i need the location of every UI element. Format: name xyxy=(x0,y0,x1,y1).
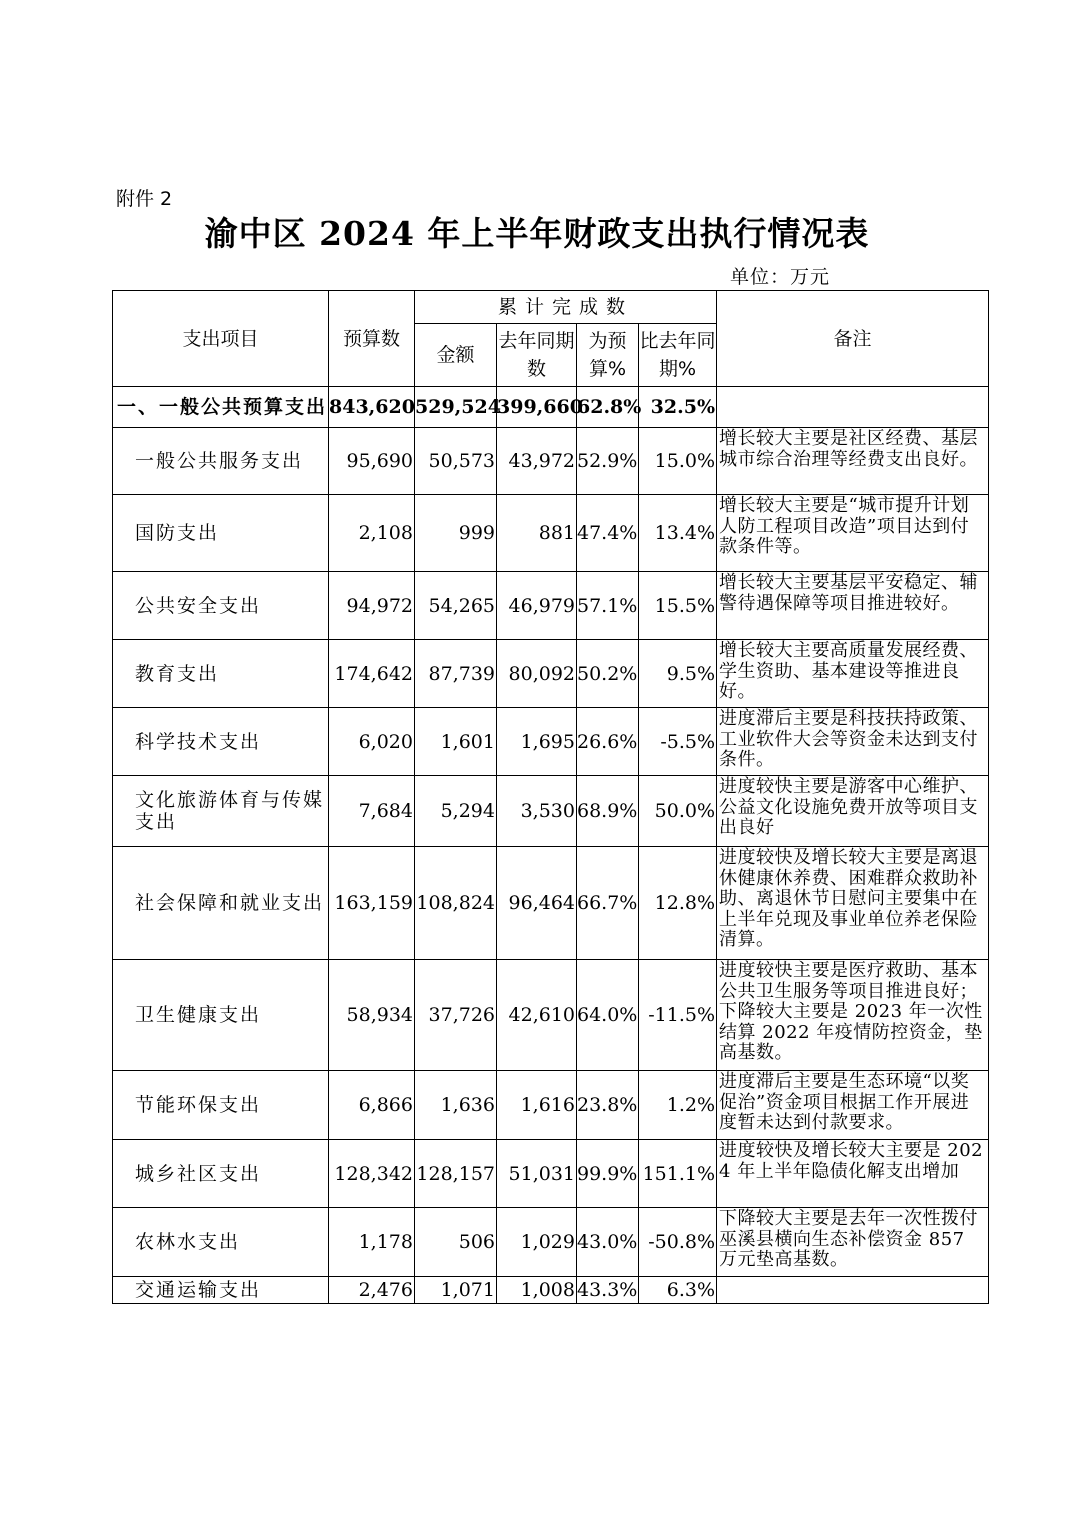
row-item-name: 城乡社区支出 xyxy=(113,1140,329,1208)
row-pct-budget: 26.6% xyxy=(577,708,639,776)
row-note: 进度滞后主要是科技扶持政策、工业软件大会等资金未达到支付条件。 xyxy=(717,708,989,776)
row-vs-last-year: 15.0% xyxy=(639,428,717,495)
row-item-name: 一般公共服务支出 xyxy=(113,428,329,495)
row-pct-budget: 50.2% xyxy=(577,640,639,708)
row-vs-last-year: 1.2% xyxy=(639,1071,717,1140)
row-pct-budget: 43.3% xyxy=(577,1277,639,1304)
row-pct-budget: 66.7% xyxy=(577,847,639,960)
header-item: 支出项目 xyxy=(113,291,329,387)
row-item-name: 节能环保支出 xyxy=(113,1071,329,1140)
row-vs-last-year: 32.5% xyxy=(639,387,717,428)
page-title: 渝中区 2024 年上半年财政支出执行情况表 xyxy=(204,214,870,253)
row-amount: 50,573 xyxy=(415,428,497,495)
header-cumulative: 累计完成数 xyxy=(415,291,717,324)
row-last-year: 881 xyxy=(497,495,577,572)
row-amount: 506 xyxy=(415,1208,497,1277)
unit-label: 单位：万元 xyxy=(730,266,831,288)
row-pct-budget: 99.9% xyxy=(577,1140,639,1208)
row-vs-last-year: 9.5% xyxy=(639,640,717,708)
row-note: 进度较快主要是医疗救助、基本公共卫生服务等项目推进良好；下降较大主要是 2023 年一次性结算 2022 年疫情防控资金，垫高基数。 xyxy=(717,960,989,1071)
row-pct-budget: 62.8% xyxy=(577,387,639,428)
row-budget: 128,342 xyxy=(329,1140,415,1208)
row-amount: 54,265 xyxy=(415,572,497,640)
row-last-year: 96,464 xyxy=(497,847,577,960)
row-vs-last-year: 15.5% xyxy=(639,572,717,640)
row-item-name: 社会保障和就业支出 xyxy=(113,847,329,960)
row-amount: 87,739 xyxy=(415,640,497,708)
row-budget: 7,684 xyxy=(329,776,415,847)
row-budget: 6,866 xyxy=(329,1071,415,1140)
header-pct-budget: 为预算% xyxy=(577,324,639,387)
row-last-year: 1,695 xyxy=(497,708,577,776)
row-note: 增长较大主要高质量发展经费、学生资助、基本建设等推进良好。 xyxy=(717,640,989,708)
table-row xyxy=(113,847,989,960)
row-last-year: 46,979 xyxy=(497,572,577,640)
table-row xyxy=(113,1277,989,1304)
row-vs-last-year: -5.5% xyxy=(639,708,717,776)
row-budget: 58,934 xyxy=(329,960,415,1071)
row-budget: 2,108 xyxy=(329,495,415,572)
row-vs-last-year: 13.4% xyxy=(639,495,717,572)
table-row xyxy=(113,428,989,495)
row-item-name: 科学技术支出 xyxy=(113,708,329,776)
row-pct-budget: 57.1% xyxy=(577,572,639,640)
row-budget: 95,690 xyxy=(329,428,415,495)
attachment-label: 附件 2 xyxy=(116,188,173,210)
row-item-name: 交通运输支出 xyxy=(113,1277,329,1304)
row-budget: 6,020 xyxy=(329,708,415,776)
table-row xyxy=(113,776,989,847)
row-vs-last-year: -11.5% xyxy=(639,960,717,1071)
row-last-year: 42,610 xyxy=(497,960,577,1071)
row-last-year: 399,660 xyxy=(497,387,577,428)
header-budget: 预算数 xyxy=(329,291,415,387)
row-note: 进度较快主要是游客中心维护、公益文化设施免费开放等项目支出良好 xyxy=(717,776,989,847)
row-pct-budget: 64.0% xyxy=(577,960,639,1071)
row-budget: 163,159 xyxy=(329,847,415,960)
row-amount: 1,071 xyxy=(415,1277,497,1304)
row-budget: 1,178 xyxy=(329,1208,415,1277)
row-last-year: 1,616 xyxy=(497,1071,577,1140)
row-last-year: 1,008 xyxy=(497,1277,577,1304)
table-row xyxy=(113,572,989,640)
row-note: 下降较大主要是去年一次性拨付巫溪县横向生态补偿资金 857 万元垫高基数。 xyxy=(717,1208,989,1277)
header-note: 备注 xyxy=(717,291,989,387)
row-note: 增长较大主要基层平安稳定、辅警待遇保障等项目推进较好。 xyxy=(717,572,989,640)
row-amount: 999 xyxy=(415,495,497,572)
row-vs-last-year: -50.8% xyxy=(639,1208,717,1277)
table-row xyxy=(113,387,989,428)
row-item-name: 公共安全支出 xyxy=(113,572,329,640)
row-item-name: 一、一般公共预算支出 xyxy=(113,387,329,428)
row-amount: 529,524 xyxy=(415,387,497,428)
row-last-year: 1,029 xyxy=(497,1208,577,1277)
row-last-year: 51,031 xyxy=(497,1140,577,1208)
table-row xyxy=(113,495,989,572)
row-amount: 128,157 xyxy=(415,1140,497,1208)
expenditure-table xyxy=(112,290,989,1304)
row-note: 进度较快及增长较大主要是离退休健康休养费、困难群众救助补助、离退休节日慰问主要集中在上半年兑现及事业单位养老保险清算。 xyxy=(717,847,989,960)
table-row xyxy=(113,708,989,776)
row-vs-last-year: 151.1% xyxy=(639,1140,717,1208)
row-budget: 2,476 xyxy=(329,1277,415,1304)
table-row xyxy=(113,1140,989,1208)
row-item-name: 国防支出 xyxy=(113,495,329,572)
row-amount: 108,824 xyxy=(415,847,497,960)
row-note: 增长较大主要是社区经费、基层城市综合治理等经费支出良好。 xyxy=(717,428,989,495)
header-vs-last-year: 比去年同期% xyxy=(639,324,717,387)
row-amount: 37,726 xyxy=(415,960,497,1071)
row-vs-last-year: 12.8% xyxy=(639,847,717,960)
header-last-year: 去年同期数 xyxy=(497,324,577,387)
row-pct-budget: 52.9% xyxy=(577,428,639,495)
row-vs-last-year: 6.3% xyxy=(639,1277,717,1304)
header-amount: 金额 xyxy=(415,324,497,387)
row-last-year: 80,092 xyxy=(497,640,577,708)
row-amount: 1,636 xyxy=(415,1071,497,1140)
row-budget: 843,620 xyxy=(329,387,415,428)
row-note: 增长较大主要是“城市提升计划人防工程项目改造”项目达到付款条件等。 xyxy=(717,495,989,572)
row-item-name: 教育支出 xyxy=(113,640,329,708)
row-note: 进度较快及增长较大主要是 2024 年上半年隐债化解支出增加 xyxy=(717,1140,989,1208)
row-last-year: 3,530 xyxy=(497,776,577,847)
row-amount: 1,601 xyxy=(415,708,497,776)
table-row xyxy=(113,640,989,708)
row-item-name: 文化旅游体育与传媒支出 xyxy=(113,776,329,847)
table-row xyxy=(113,1208,989,1277)
row-budget: 174,642 xyxy=(329,640,415,708)
row-item-name: 农林水支出 xyxy=(113,1208,329,1277)
row-pct-budget: 23.8% xyxy=(577,1071,639,1140)
table-row xyxy=(113,1071,989,1140)
row-item-name: 卫生健康支出 xyxy=(113,960,329,1071)
row-pct-budget: 68.9% xyxy=(577,776,639,847)
row-pct-budget: 47.4% xyxy=(577,495,639,572)
table-row xyxy=(113,960,989,1071)
row-last-year: 43,972 xyxy=(497,428,577,495)
row-vs-last-year: 50.0% xyxy=(639,776,717,847)
row-budget: 94,972 xyxy=(329,572,415,640)
row-amount: 5,294 xyxy=(415,776,497,847)
row-pct-budget: 43.0% xyxy=(577,1208,639,1277)
row-note: 进度滞后主要是生态环境“以奖促治”资金项目根据工作开展进度暂未达到付款要求。 xyxy=(717,1071,989,1140)
row-note xyxy=(717,1277,989,1304)
row-note xyxy=(717,387,989,428)
